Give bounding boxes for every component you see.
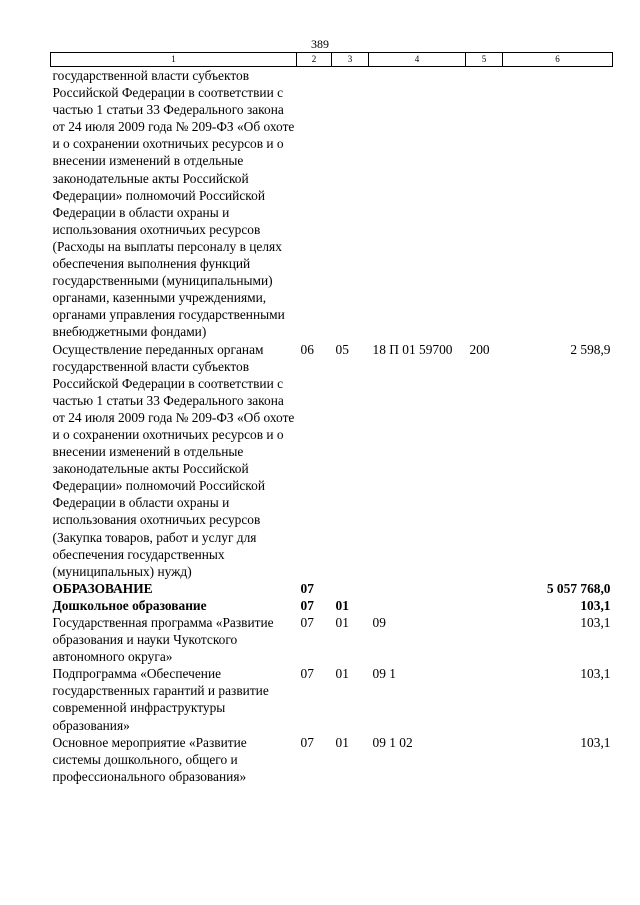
header-row [51, 53, 613, 67]
row-name: Основное мероприятие «Развитие системы дошкольного, общего и профессионального образования» [52, 734, 247, 784]
column-header-2: 2 [297, 53, 332, 67]
row-subsection: 05 [335, 341, 349, 357]
row-name: ОБРАЗОВАНИЕ [52, 580, 153, 596]
table-header [51, 53, 613, 67]
row-target-article: 09 1 [372, 666, 396, 682]
row-expense-type [466, 67, 503, 341]
table-row [51, 597, 613, 614]
column-header-5: 5 [466, 53, 503, 67]
row-sum: 103,1 [580, 597, 611, 613]
row-expense-type: 200 [469, 341, 490, 357]
row-section: 07 [300, 615, 314, 630]
table-row [51, 341, 613, 580]
row-expense-type [466, 580, 503, 597]
budget-table [50, 52, 613, 785]
row-name: Осуществление переданных органам государственной власти субъектов Российской Федерации в соответствии с частью 1 статьи 33 Федерального закона от 24 июля 2009 года № 209-ФЗ «Об охоте и о сохранении охотничьих ресурсов и о внесении изменений в отдельные законодательные акты Российской Федерации» полномочий Российской Федерации в области охраны и использования охотничьих ресурсов (Закупка товаров, работ и услуг для обеспечения государственных (муниципальных) нужд) [52, 341, 295, 579]
row-name: Дошкольное образование [52, 597, 207, 613]
row-section: 06 [300, 341, 314, 357]
row-sum: 2 598,9 [570, 341, 611, 357]
row-section: 07 [300, 666, 314, 682]
row-name: Подпрограмма «Обеспечение государственных гарантий и развитие современной инфраструктуры образования» [52, 666, 269, 733]
row-section: 07 [300, 597, 314, 613]
table-row [51, 614, 613, 665]
row-sum: 103,1 [580, 734, 611, 750]
row-sum: 5 057 768,0 [546, 580, 611, 596]
row-section: 07 [300, 734, 314, 750]
table-row [51, 67, 613, 341]
table-row [51, 734, 613, 785]
table-row [51, 665, 613, 733]
row-expense-type [466, 734, 503, 785]
row-target-article: 18 П 01 59700 [372, 341, 453, 357]
column-header-3: 3 [332, 53, 369, 67]
row-section [297, 67, 332, 341]
column-header-4: 4 [369, 53, 466, 67]
page-number: 389 [311, 37, 329, 51]
row-target-article: 09 1 02 [372, 734, 413, 750]
row-target-article [369, 580, 466, 597]
row-target-article [369, 597, 466, 614]
row-sum [503, 67, 613, 341]
row-name: государственной власти субъектов Российской Федерации в соответствии с частью 1 статьи 33 Федерального закона от 24 июля 2009 года № 209-ФЗ «Об охоте и о сохранении охотничьих ресурсов и о внесении изменений в отдельные законодательные акты Российской Федерации» полномочий Российской Федерации в области охраны и использования охотничьих ресурсов (Расходы на выплаты персоналу в целях обеспечения выполнения функций государственными (муниципальными) органами, казенными учреждениями, органами управления государственными внебюджетными фондами) [52, 68, 295, 340]
row-sum: 103,1 [580, 666, 611, 682]
row-expense-type [466, 614, 503, 665]
row-expense-type [466, 597, 503, 614]
row-sum: 103,1 [580, 615, 611, 630]
row-section: 07 [300, 580, 314, 596]
row-subsection: 01 [335, 615, 349, 630]
table-row [51, 580, 613, 597]
row-target-article [369, 67, 466, 341]
row-subsection: 01 [335, 597, 349, 613]
row-subsection [332, 580, 369, 597]
row-subsection: 01 [335, 666, 349, 682]
column-header-1: 1 [51, 53, 297, 67]
column-header-6: 6 [503, 53, 613, 67]
row-subsection [332, 67, 369, 341]
row-name: Государственная программа «Развитие образования и науки Чукотского автономного округа» [52, 615, 274, 665]
row-target-article: 09 [372, 615, 386, 630]
row-expense-type [466, 665, 503, 733]
row-subsection: 01 [335, 734, 349, 750]
